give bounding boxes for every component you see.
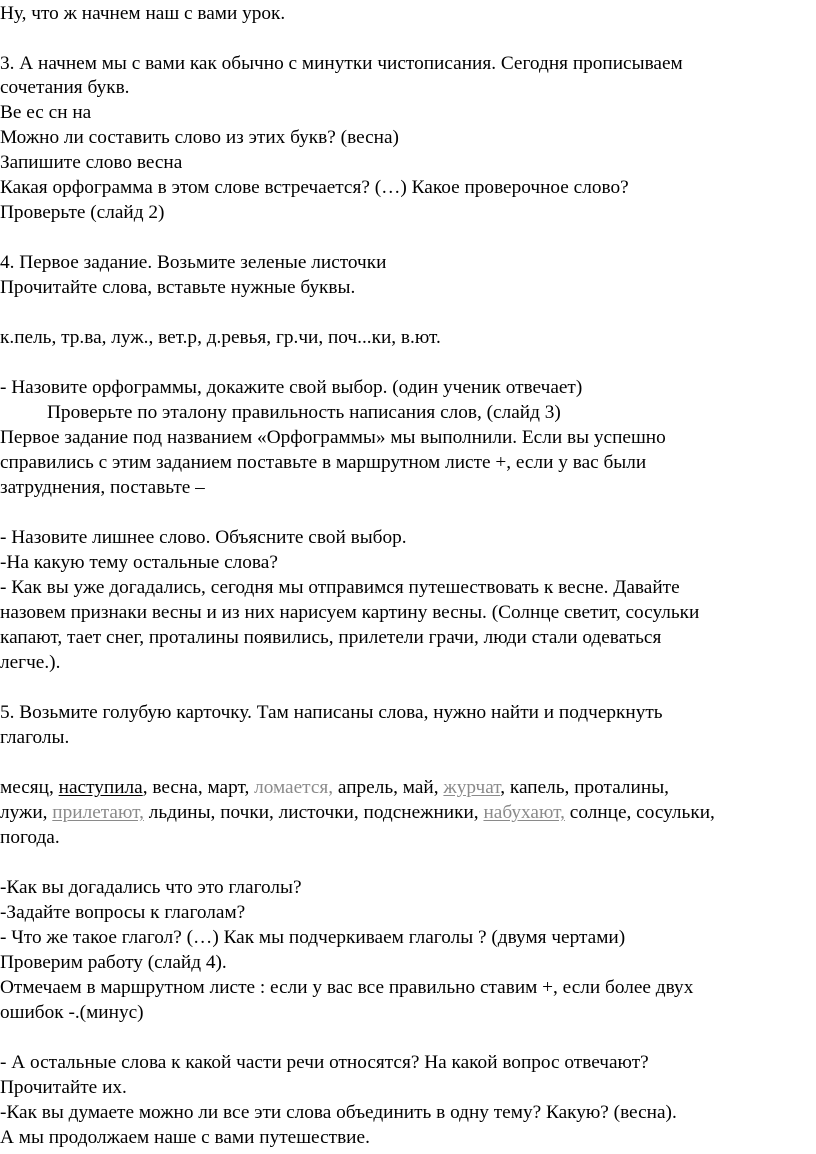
- word-text: льдины, почки, листочки, подснежники,: [143, 802, 484, 823]
- text-line: - Что же такое глагол? (…) Как мы подчеркиваем глаголы ? (двумя чертами): [0, 927, 626, 948]
- word-text: лужи,: [0, 802, 53, 823]
- text-line: Прочитайте их.: [0, 1077, 127, 1098]
- word-text: апрель, май,: [333, 777, 444, 798]
- verb-grey: ломается,: [254, 777, 334, 798]
- word-text: солнце, сосульки,: [564, 802, 715, 823]
- word-list-line-1: [0, 775, 669, 801]
- verb-underlined: прилетают,: [52, 802, 144, 823]
- text-line: -Как вы думаете можно ли все эти слова объединить в одну тему? Какую? (весна).: [0, 1102, 677, 1123]
- text-line: А мы продолжаем наше с вами путешествие.: [0, 1127, 370, 1148]
- text-line: сочетания букв.: [0, 77, 130, 98]
- text-line: Проверьте (слайд 2): [0, 202, 165, 223]
- text-line: Прочитайте слова, вставьте нужные буквы.: [0, 277, 356, 298]
- greeting-line: Ну, что ж начнем наш с вами урок.: [0, 3, 286, 24]
- word-list-line-3: погода.: [0, 827, 60, 848]
- text-line: - Назовите орфограммы, докажите свой выбор. (один ученик отвечает): [0, 377, 583, 398]
- text-line: Проверим работу (слайд 4).: [0, 952, 227, 973]
- text-line: легче.).: [0, 652, 61, 673]
- text-line: Можно ли составить слово из этих букв? (весна): [0, 127, 399, 148]
- word-text: , весна, март,: [142, 777, 255, 798]
- text-line: назовем признаки весны и из них нарисуем картину весны. (Солнце светит, сосульки: [0, 602, 700, 623]
- word-text: , капель, проталины,: [500, 777, 669, 798]
- text-line: Запишите слово весна: [0, 152, 183, 173]
- text-line: Первое задание под названием «Орфограммы» мы выполнили. Если вы успешно: [0, 427, 666, 448]
- text-line: ошибок -.(минус): [0, 1002, 144, 1023]
- section3-heading: 3. А начнем мы с вами как обычно с минутки чистописания. Сегодня прописываем: [0, 53, 683, 74]
- text-line: глаголы.: [0, 727, 70, 748]
- section4-heading: 4. Первое задание. Возьмите зеленые листочки: [0, 252, 387, 273]
- verb-underlined: набухают,: [483, 802, 565, 823]
- text-line: Какая орфограмма в этом слове встречается? (…) Какое проверочное слово?: [0, 177, 629, 198]
- section5-heading: 5. Возьмите голубую карточку. Там написаны слова, нужно найти и подчеркнуть: [0, 702, 663, 723]
- letter-combinations: Ве ес сн на: [0, 102, 92, 123]
- text-line: -На какую тему остальные слова?: [0, 552, 278, 573]
- verb-underlined: наступила: [58, 777, 143, 798]
- text-line: - Назовите лишнее слово. Объясните свой выбор.: [0, 527, 407, 548]
- word-list-line-2: [0, 800, 715, 826]
- text-line: затруднения, поставьте –: [0, 477, 205, 498]
- text-line: Отмечаем в маршрутном листе : если у вас все правильно ставим +, если более двух: [0, 977, 694, 998]
- text-line: Проверьте по эталону правильность написания слов, (слайд 3): [47, 402, 561, 423]
- text-line: - Как вы уже догадались, сегодня мы отправимся путешествовать к весне. Давайте: [0, 577, 680, 598]
- word-text: месяц,: [0, 777, 59, 798]
- text-line: справились с этим заданием поставьте в маршрутном листе +, если у вас были: [0, 452, 647, 473]
- text-line: капают, тает снег, проталины появились, прилетели грачи, люди стали одеваться: [0, 627, 662, 648]
- text-line: - А остальные слова к какой части речи относятся? На какой вопрос отвечают?: [0, 1052, 649, 1073]
- verb-underlined: журчат: [443, 777, 501, 798]
- word-exercise: к.пель, тр.ва, луж., вет.р, д.ревья, гр.чи, поч...ки, в.ют.: [0, 327, 441, 348]
- text-line: -Как вы догадались что это глаголы?: [0, 877, 302, 898]
- text-line: -Задайте вопросы к глаголам?: [0, 902, 246, 923]
